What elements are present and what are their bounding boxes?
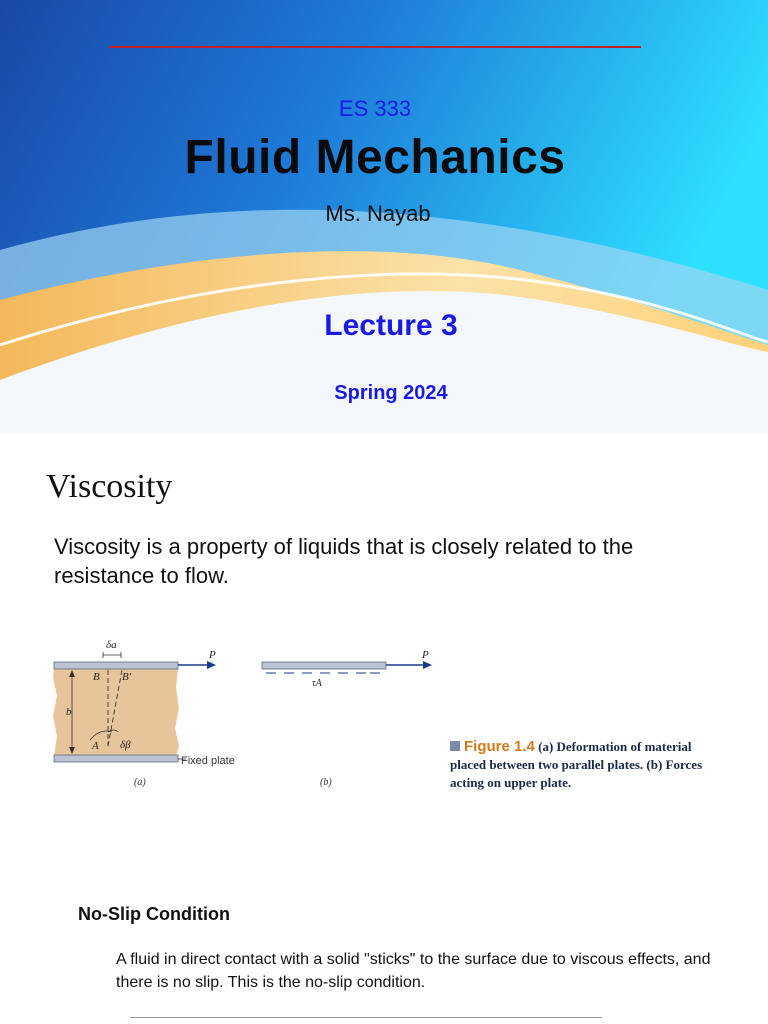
- panel-b-diagram: [262, 661, 432, 673]
- label-shear: τA: [312, 678, 322, 689]
- label-point-a: A: [92, 740, 99, 752]
- label-angle: δβ: [120, 739, 131, 751]
- figure-caption: [450, 738, 730, 792]
- label-height: b: [66, 706, 72, 718]
- lecture-number: Lecture 3: [324, 309, 458, 342]
- divider: [130, 1017, 602, 1018]
- label-delta-a: δa: [106, 639, 117, 651]
- panel-a-diagram: [53, 652, 216, 762]
- label-fixed-plate: Fixed plate: [181, 755, 235, 767]
- label-point-b: B: [93, 671, 100, 683]
- label-panel-a: (a): [134, 777, 146, 788]
- title-slide: [0, 0, 768, 433]
- decorative-rule: [109, 46, 641, 48]
- no-slip-heading: No-Slip Condition: [78, 904, 230, 924]
- course-code: ES 333: [338, 96, 412, 121]
- viscosity-definition: Viscosity is a property of liquids that is closely related to the resistance to flow.: [54, 534, 634, 588]
- figure-plates-diagram: [50, 628, 450, 798]
- label-force-b: P: [422, 649, 429, 661]
- label-point-b-prime: B′: [122, 671, 132, 683]
- label-panel-b: (b): [320, 777, 332, 788]
- course-title: Fluid Mechanics: [184, 131, 566, 184]
- caption-text: (a) Deformation of material placed between two parallel plates. (b) Forces acting on upper plate.: [450, 739, 703, 790]
- semester: Spring 2024: [334, 382, 448, 404]
- section-heading: Viscosity: [46, 468, 173, 505]
- label-force-a: P: [209, 649, 216, 661]
- caption-label: Figure 1.4: [464, 738, 535, 755]
- instructor-name: Ms. Nayab: [325, 201, 431, 226]
- caption-marker-icon: [450, 741, 460, 751]
- no-slip-body: A fluid in direct contact with a solid "sticks" to the surface due to viscous effects, and there is no slip. This is the no-slip condition.: [116, 951, 711, 991]
